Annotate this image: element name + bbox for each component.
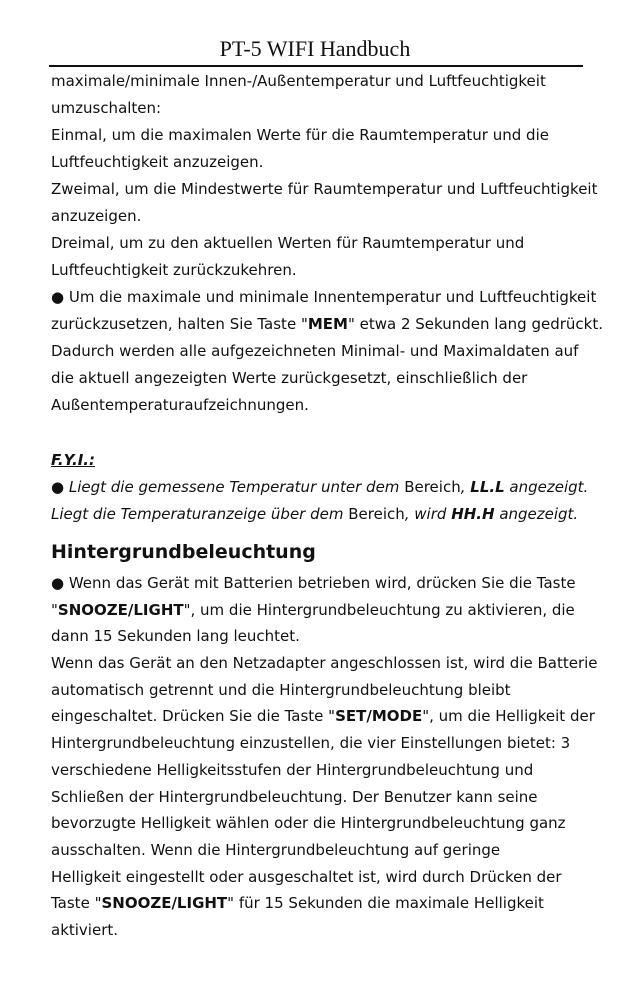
backlight-line: verschiedene Helligkeitsstufen der Hintergrundbeleuchtung und: [51, 760, 534, 779]
fyi-text: Bereich: [348, 505, 405, 523]
mem-key-label: MEM: [307, 315, 348, 333]
backlight-body: [51, 570, 598, 944]
backlight-line: Hintergrundbeleuchtung einzustellen, die vier Einstellungen bietet: 3: [51, 734, 571, 753]
backlight-text: ", um die Helligkeit der: [422, 707, 595, 726]
reset-line-1: ● Um die maximale und minimale Innentemperatur und Luftfeuchtigkeit: [51, 288, 597, 306]
backlight-line: ● Wenn das Gerät mit Batterien betrieben wird, drücken Sie die Taste: [51, 574, 576, 592]
reset-line-3: Dadurch werden alle aufgezeichneten Minimal- und Maximaldaten auf: [51, 342, 579, 360]
text-line: Luftfeuchtigkeit zurückzukehren.: [51, 261, 297, 279]
backlight-text: eingeschaltet. Drücken Sie die Taste ": [51, 707, 336, 726]
fyi-line-1: [51, 474, 591, 501]
text-line: Luftfeuchtigkeit anzuzeigen.: [51, 153, 264, 171]
backlight-text: " für 15 Sekunden die maximale Helligkeit: [227, 894, 544, 913]
backlight-line: Helligkeit eingestellt oder ausgeschaltet ist, wird durch Drücken der: [51, 867, 562, 886]
fyi-label: F.Y.I.:: [51, 451, 95, 469]
snooze-light-key-label: SNOOZE/LIGHT: [101, 894, 228, 913]
fyi-line-2: [51, 501, 591, 528]
backlight-line: ausschalten. Wenn die Hintergrundbeleuchtung auf geringe: [51, 840, 501, 859]
fyi-text: ,: [460, 478, 471, 496]
text-line: Zweimal, um die Mindestwerte für Raumtemperatur und Luftfeuchtigkeit: [51, 180, 598, 198]
backlight-line: dann 15 Sekunden lang leuchtet.: [51, 627, 300, 646]
page-content: [51, 68, 603, 944]
low-range-code: LL.L: [470, 478, 505, 496]
backlight-text: Taste ": [51, 894, 102, 913]
reset-line-5: Außentemperaturaufzeichnungen.: [51, 396, 309, 414]
page-header-title: PT-5 WIFI Handbuch: [219, 36, 411, 61]
snooze-light-key-label: SNOOZE/LIGHT: [57, 600, 184, 619]
backlight-text: ": [51, 600, 58, 619]
text-line: Dreimal, um zu den aktuellen Werten für Raumtemperatur und: [51, 234, 525, 252]
backlight-line: Schließen der Hintergrundbeleuchtung. Der Benutzer kann seine: [51, 787, 538, 806]
text-line: maximale/minimale Innen-/Außentemperatur und Luftfeuchtigkeit: [51, 72, 546, 90]
fyi-label-line: [51, 447, 591, 474]
fyi-text: angezeigt.: [504, 478, 589, 496]
fyi-text: ● Liegt die gemessene Temperatur unter dem: [51, 478, 405, 496]
text-line: Einmal, um die maximalen Werte für die Raumtemperatur und die: [51, 126, 549, 144]
text-line: umzuschalten:: [51, 99, 162, 117]
reset-line-2: [51, 311, 603, 338]
backlight-line: automatisch getrennt und die Hintergrundbeleuchtung bleibt: [51, 680, 511, 699]
backlight-line: bevorzugte Helligkeit wählen oder die Hintergrundbeleuchtung ganz: [51, 814, 566, 833]
spacer: [51, 419, 591, 447]
backlight-line: [51, 597, 591, 624]
high-range-code: HH.H: [451, 505, 495, 523]
backlight-line: aktiviert.: [51, 920, 119, 939]
section-heading-backlight: Hintergrundbeleuchtung: [51, 541, 316, 563]
fyi-text: angezeigt.: [494, 505, 579, 523]
backlight-line: [51, 890, 591, 917]
fyi-text: Bereich: [404, 478, 461, 496]
reset-text-post: " etwa 2 Sekunden lang gedrückt.: [347, 315, 603, 333]
fyi-text: Liegt die Temperaturanzeige über dem: [51, 505, 349, 523]
backlight-line: Wenn das Gerät an den Netzadapter angeschlossen ist, wird die Batterie: [51, 654, 598, 673]
backlight-line: [51, 703, 595, 730]
reset-line-4: die aktuell angezeigten Werte zurückgesetzt, einschließlich der: [51, 369, 528, 387]
fyi-text: , wird: [404, 505, 452, 523]
backlight-text: ", um die Hintergrundbeleuchtung zu aktivieren, die: [183, 600, 575, 619]
header-divider: [49, 65, 583, 67]
reset-text-pre: zurückzusetzen, halten Sie Taste ": [51, 315, 308, 333]
text-line: anzuzeigen.: [51, 207, 142, 225]
set-mode-key-label: SET/MODE: [335, 707, 423, 726]
